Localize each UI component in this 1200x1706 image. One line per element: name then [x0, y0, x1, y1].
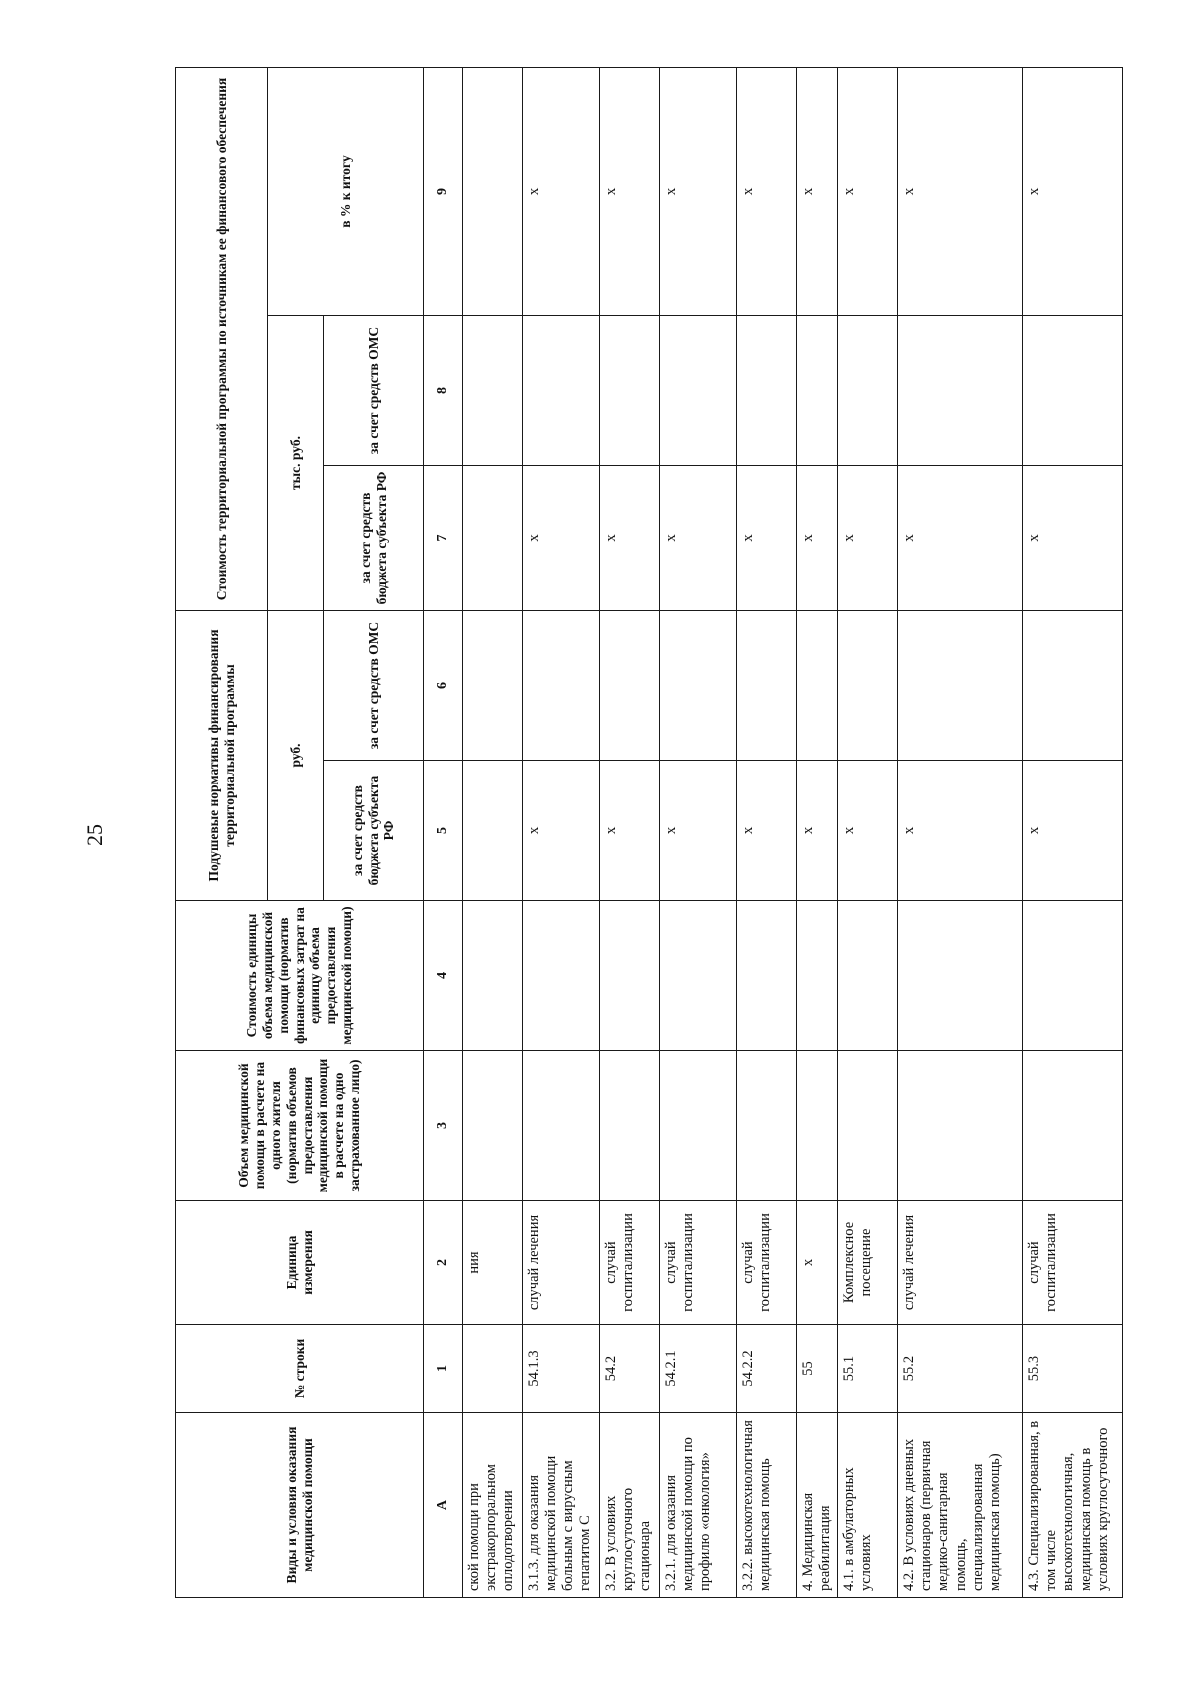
row-unit-cost: [1023, 901, 1123, 1051]
row-percent: х: [1023, 68, 1123, 316]
row-budget-per-capita: х: [600, 761, 660, 901]
row-oms-per-capita: [797, 611, 838, 761]
row-percent: х: [600, 68, 660, 316]
row-oms-per-capita: [523, 611, 600, 761]
row-volume: [660, 1051, 737, 1201]
row-line-number: 54.2.2: [737, 1325, 797, 1413]
row-oms-total: [523, 316, 600, 466]
index-cell: 1: [424, 1325, 463, 1413]
row-budget-total: х: [898, 466, 1023, 611]
index-cell: 3: [424, 1051, 463, 1201]
row-budget-total: х: [737, 466, 797, 611]
table-row: [898, 68, 1023, 1598]
row-unit: случай госпитализации: [660, 1201, 737, 1325]
row-oms-per-capita: [660, 611, 737, 761]
row-oms-total: [660, 316, 737, 466]
row-volume: [523, 1051, 600, 1201]
row-percent: [463, 68, 523, 316]
rotated-table-container: [175, 68, 1111, 1598]
row-percent: х: [523, 68, 600, 316]
row-oms-total: [797, 316, 838, 466]
row-unit: Комплексное посещение: [838, 1201, 898, 1325]
row-volume: [600, 1051, 660, 1201]
row-unit: случай госпитализации: [1023, 1201, 1123, 1325]
row-percent: х: [737, 68, 797, 316]
row-unit-cost: [838, 901, 898, 1051]
row-line-number: 55.2: [898, 1325, 1023, 1413]
row-budget-per-capita: х: [797, 761, 838, 901]
row-volume: [898, 1051, 1023, 1201]
row-oms-total: [600, 316, 660, 466]
row-budget-per-capita: х: [660, 761, 737, 901]
header-col-9: в % к итогу: [268, 68, 424, 316]
row-budget-total: х: [797, 466, 838, 611]
row-line-number: 54.2: [600, 1325, 660, 1413]
row-unit: случай лечения: [898, 1201, 1023, 1325]
row-budget-total: х: [600, 466, 660, 611]
header-col-6: за счет средств ОМС: [324, 611, 424, 761]
row-volume: [797, 1051, 838, 1201]
row-budget-per-capita: х: [838, 761, 898, 901]
table-row: [737, 68, 797, 1598]
row-name: 3.2.1. для оказания медицинской помощи по профилю «онкология»: [660, 1413, 737, 1598]
index-cell: 6: [424, 611, 463, 761]
row-budget-per-capita: х: [523, 761, 600, 901]
row-line-number: 55.3: [1023, 1325, 1123, 1413]
index-cell: 2: [424, 1201, 463, 1325]
row-budget-total: х: [523, 466, 600, 611]
header-col-a: Виды и условия оказания медицинской помощи: [176, 1413, 424, 1598]
row-budget-per-capita: х: [898, 761, 1023, 901]
row-oms-per-capita: [838, 611, 898, 761]
row-budget-per-capita: [463, 761, 523, 901]
header-col-2: Единица измерения: [176, 1201, 424, 1325]
row-name: ской помощи при экстракорпоральном оплодотворении: [463, 1413, 523, 1598]
row-line-number: 54.2.1: [660, 1325, 737, 1413]
column-index-row: [424, 68, 463, 1598]
page-number: 25: [82, 824, 107, 846]
row-oms-per-capita: [600, 611, 660, 761]
header-unit-thousand-rub: тыс. руб.: [268, 316, 324, 611]
row-volume: [838, 1051, 898, 1201]
row-oms-total: [737, 316, 797, 466]
financing-table: [175, 67, 1123, 1598]
row-oms-total: [838, 316, 898, 466]
index-cell: А: [424, 1413, 463, 1598]
table-row: [797, 68, 838, 1598]
header-col-1: № строки: [176, 1325, 424, 1413]
row-budget-total: [463, 466, 523, 611]
row-unit-cost: [600, 901, 660, 1051]
index-cell: 9: [424, 68, 463, 316]
row-budget-total: х: [838, 466, 898, 611]
row-budget-per-capita: х: [737, 761, 797, 901]
row-volume: [463, 1051, 523, 1201]
row-percent: х: [898, 68, 1023, 316]
index-cell: 8: [424, 316, 463, 466]
header-unit-rub: руб.: [268, 611, 324, 901]
table-row: [463, 68, 523, 1598]
table-row: [1023, 68, 1123, 1598]
row-line-number: 55: [797, 1325, 838, 1413]
table-row: [523, 68, 600, 1598]
header-col-4: Стоимость единицы объема медицинской помощи (норматив финансовых затрат на единицу объема предоставления медицинской помощи): [176, 901, 424, 1051]
row-unit: случай госпитализации: [737, 1201, 797, 1325]
row-name: 4.1. в амбулаторных условиях: [838, 1413, 898, 1598]
row-budget-total: х: [1023, 466, 1123, 611]
table-row: [838, 68, 898, 1598]
row-percent: х: [660, 68, 737, 316]
row-oms-total: [898, 316, 1023, 466]
row-oms-per-capita: [898, 611, 1023, 761]
row-unit: ния: [463, 1201, 523, 1325]
row-line-number: 54.1.3: [523, 1325, 600, 1413]
header-group-program-cost: Стоимость территориальной программы по источникам ее финансового обеспечения: [176, 68, 268, 611]
row-budget-total: х: [660, 466, 737, 611]
row-oms-total: [1023, 316, 1123, 466]
row-unit-cost: [523, 901, 600, 1051]
header-col-3: Объем медицинской помощи в расчете на одного жителя (норматив объемов предоставления медицинской помощи в расчете на одно застрахованное лицо): [176, 1051, 424, 1201]
row-unit: х: [797, 1201, 838, 1325]
header-col-5: за счет средств бюджета субъекта РФ: [324, 761, 424, 901]
row-oms-per-capita: [463, 611, 523, 761]
row-unit-cost: [463, 901, 523, 1051]
row-volume: [737, 1051, 797, 1201]
row-budget-per-capita: х: [1023, 761, 1123, 901]
row-name: 3.2.2. высокотехнологичная медицинская помощь: [737, 1413, 797, 1598]
row-name: 3.2. В условиях круглосуточного стационара: [600, 1413, 660, 1598]
row-volume: [1023, 1051, 1123, 1201]
row-oms-total: [463, 316, 523, 466]
row-unit-cost: [797, 901, 838, 1051]
row-unit: случай лечения: [523, 1201, 600, 1325]
header-group-per-capita: Подушевые нормативы финансирования территориальной программы: [176, 611, 268, 901]
index-cell: 7: [424, 466, 463, 611]
table-row: [600, 68, 660, 1598]
row-percent: х: [797, 68, 838, 316]
row-name: 4.2. В условиях дневных стационаров (первичная медико-санитарная помощь, специализированная медицинская помощь): [898, 1413, 1023, 1598]
row-line-number: 55.1: [838, 1325, 898, 1413]
table-row: [660, 68, 737, 1598]
row-unit-cost: [737, 901, 797, 1051]
header-col-8: за счет средств ОМС: [324, 316, 424, 466]
row-unit-cost: [660, 901, 737, 1051]
row-percent: х: [838, 68, 898, 316]
row-oms-per-capita: [1023, 611, 1123, 761]
index-cell: 4: [424, 901, 463, 1051]
row-unit: случай госпитализации: [600, 1201, 660, 1325]
row-oms-per-capita: [737, 611, 797, 761]
row-unit-cost: [898, 901, 1023, 1051]
row-name: 4. Медицинская реабилитация: [797, 1413, 838, 1598]
row-name: 3.1.3. для оказания медицинской помощи больным с вирусным гепатитом С: [523, 1413, 600, 1598]
index-cell: 5: [424, 761, 463, 901]
row-line-number: [463, 1325, 523, 1413]
header-col-7: за счет средств бюджета субъекта РФ: [324, 466, 424, 611]
row-name: 4.3. Специализированная, в том числе высокотехнологичная, медицинская помощь в условиях круглосуточного: [1023, 1413, 1123, 1598]
